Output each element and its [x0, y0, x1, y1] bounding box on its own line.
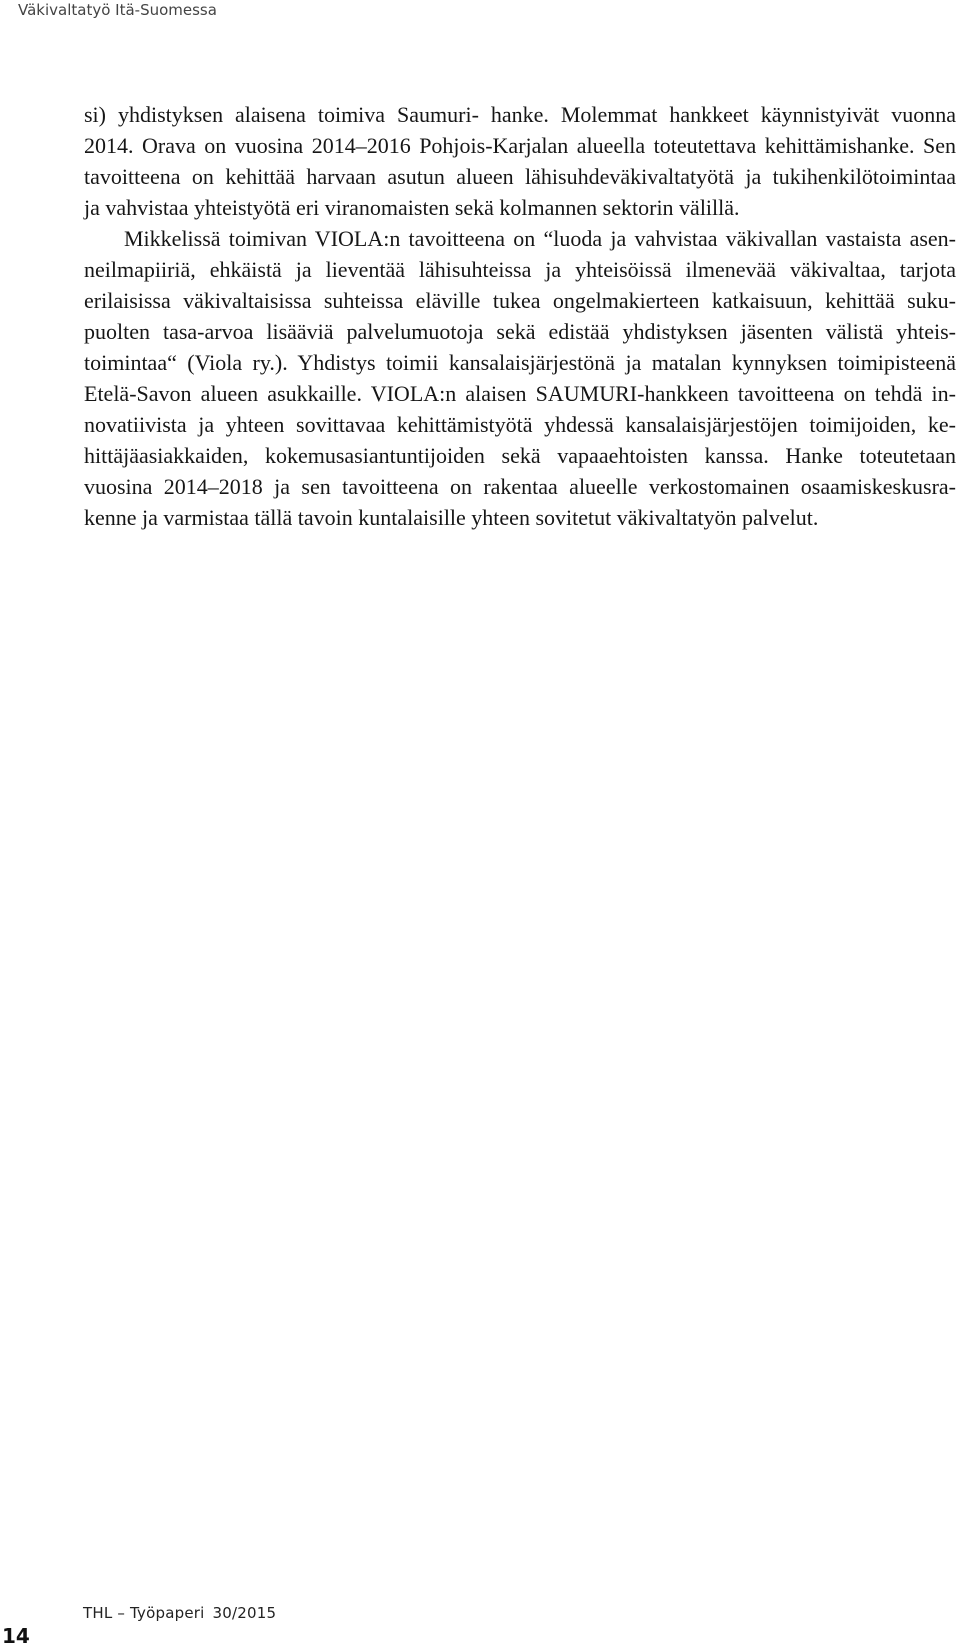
text-line: 2014. Orava on vuosina 2014–2016 Pohjois-Karjalan alueella toteutettava kehittämishanke. Sen [84, 133, 956, 158]
text-line: si) yhdistyksen alaisena toimiva Saumuri- hanke. Molemmat hankkeet käynnistyivät vuonna [84, 102, 956, 127]
text-line: Mikkelissä toimivan VIOLA:n tavoitteena on “luoda ja vahvistaa väkivallan vastaista asen- [124, 226, 956, 251]
text-line: neilmapiiriä, ehkäistä ja lieventää lähisuhteissa ja yhteisöissä ilmenevää väkivaltaa, tarjota [84, 257, 956, 282]
text-line: ja vahvistaa yhteistyötä eri viranomaisten sekä kolmannen sektorin välillä. [84, 195, 740, 220]
paragraph-1 [84, 99, 956, 223]
text-line: tavoitteena on kehittää harvaan asutun alueen lähisuhdeväkivaltatyötä ja tukihenkilötoimintaa [84, 164, 956, 189]
running-header: Väkivaltatyö Itä-Suomessa [18, 1, 217, 19]
footer-issue: 30/2015 [212, 1604, 277, 1622]
body-text [84, 99, 956, 533]
page-number: 14 [2, 1624, 30, 1648]
text-line: hittäjäasiakkaiden, kokemusasiantuntijoiden sekä vapaaehtoisten kanssa. Hanke toteutetaan [84, 443, 956, 468]
paragraph-2 [84, 223, 956, 533]
text-line: toimintaa“ (Viola ry.). Yhdistys toimii kansalaisjärjestönä ja matalan kynnyksen toimipisteenä [84, 350, 956, 375]
text-line: Etelä-Savon alueen asukkaille. VIOLA:n alaisen SAUMURI-hankkeen tavoitteena on tehdä in- [84, 381, 956, 406]
text-line: vuosina 2014–2018 ja sen tavoitteena on rakentaa alueelle verkostomainen osaamiskeskusra- [84, 474, 956, 499]
text-line: puolten tasa-arvoa lisääviä palvelumuotoja sekä edistää yhdistyksen jäsenten välistä yhteis- [84, 319, 956, 344]
footer-publisher: THL – Työpaperi [83, 1604, 205, 1622]
text-line: kenne ja varmistaa tällä tavoin kuntalaisille yhteen sovitetut väkivaltatyön palvelut. [84, 505, 819, 530]
footer-publication [83, 1604, 276, 1622]
text-line: novatiivista ja yhteen sovittavaa kehittämistyötä yhdessä kansalaisjärjestöjen toimijoiden, ke- [84, 412, 956, 437]
text-line: erilaisissa väkivaltaisissa suhteissa eläville tukea ongelmakierteen katkaisuun, kehittää suku- [84, 288, 956, 313]
